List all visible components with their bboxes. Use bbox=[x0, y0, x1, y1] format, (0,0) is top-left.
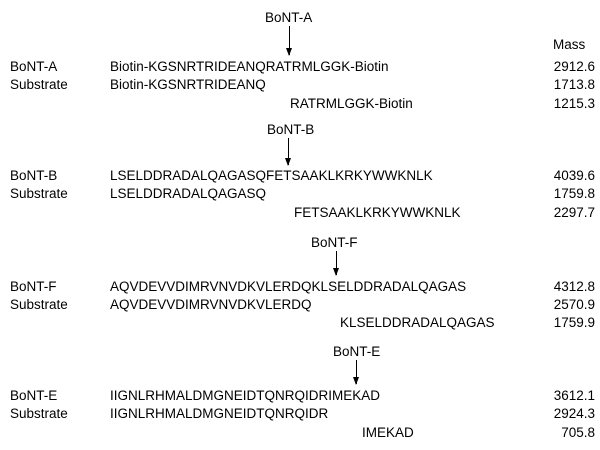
cleavage-label-bont-f: BoNT-F bbox=[311, 235, 358, 250]
cleavage-arrow-bont-f bbox=[336, 251, 337, 275]
mass-fragment-2-b: 2297.7 bbox=[553, 205, 595, 220]
full-sequence-f: AQVDEVVDIMRVNVDKVLERDQKLSELDDRADALQAGAS bbox=[110, 279, 467, 294]
cleavage-arrow-bont-e bbox=[356, 360, 357, 384]
fragment-1-f: AQVDEVVDIMRVNVDKVLERDQ bbox=[110, 297, 312, 312]
toxin-name-bont-a: BoNT-A bbox=[10, 59, 58, 74]
mass-full-a: 2912.6 bbox=[553, 59, 595, 74]
fragment-2-e: IMEKAD bbox=[362, 425, 414, 440]
mass-fragment-1-a: 1713.8 bbox=[553, 77, 595, 92]
full-sequence-b: LSELDDRADALQAGASQFETSAAKLKRKYWWKNLK bbox=[110, 168, 433, 183]
cleavage-label-bont-a: BoNT-A bbox=[265, 10, 313, 25]
substrate-label-b: Substrate bbox=[10, 186, 68, 201]
substrate-label-f: Substrate bbox=[10, 297, 68, 312]
cleavage-label-bont-b: BoNT-B bbox=[267, 122, 315, 137]
toxin-name-bont-b: BoNT-B bbox=[10, 168, 58, 183]
mass-fragment-1-b: 1759.8 bbox=[553, 186, 595, 201]
mass-column-header: Mass bbox=[553, 37, 586, 52]
full-sequence-e: IIGNLRHMALDMGNEIDTQNRQIDRIMEKAD bbox=[110, 388, 381, 403]
mass-full-f: 4312.8 bbox=[553, 279, 595, 294]
mass-fragment-2-f: 1759.9 bbox=[553, 315, 595, 330]
fragment-1-a: Biotin-KGSNRTRIDEANQ bbox=[110, 77, 266, 92]
fragment-2-b: FETSAAKLKRKYWWKNLK bbox=[294, 205, 461, 220]
mass-full-e: 3612.1 bbox=[553, 388, 595, 403]
cleavage-arrow-bont-a bbox=[289, 26, 290, 55]
cleavage-arrow-bont-b bbox=[288, 138, 289, 165]
mass-fragment-2-a: 1215.3 bbox=[553, 96, 595, 111]
mass-fragment-2-e: 705.8 bbox=[561, 425, 595, 440]
mass-fragment-1-e: 2924.3 bbox=[553, 406, 595, 421]
mass-full-b: 4039.6 bbox=[553, 168, 595, 183]
substrate-label-e: Substrate bbox=[10, 406, 68, 421]
toxin-name-bont-f: BoNT-F bbox=[10, 279, 57, 294]
mass-fragment-1-f: 2570.9 bbox=[553, 297, 595, 312]
fragment-2-a: RATRMLGGK-Biotin bbox=[290, 96, 413, 111]
fragment-1-b: LSELDDRADALQAGASQ bbox=[110, 186, 267, 201]
substrate-label-a: Substrate bbox=[10, 77, 68, 92]
cleavage-label-bont-e: BoNT-E bbox=[333, 344, 381, 359]
fragment-1-e: IIGNLRHMALDMGNEIDTQNRQIDR bbox=[110, 406, 329, 421]
toxin-name-bont-e: BoNT-E bbox=[10, 388, 58, 403]
full-sequence-a: Biotin-KGSNRTRIDEANQRATRMLGGK-Biotin bbox=[110, 59, 389, 74]
fragment-2-f: KLSELDDRADALQAGAS bbox=[340, 315, 495, 330]
